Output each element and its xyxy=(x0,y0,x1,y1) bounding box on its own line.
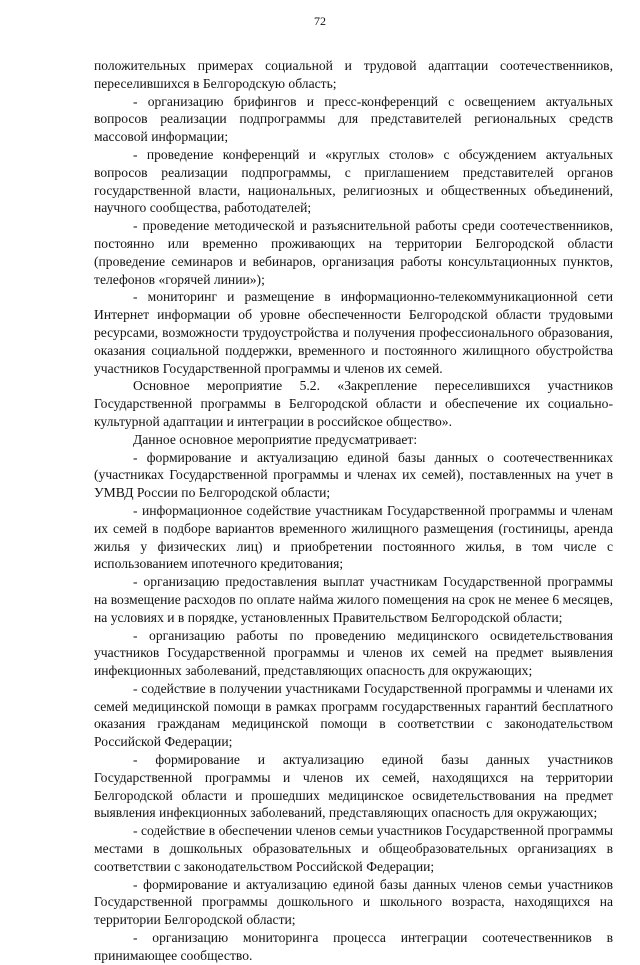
page-number: 72 xyxy=(314,14,326,28)
paragraph: - организацию мониторинга процесса интеграции соотечественников в принимающее сообщество. xyxy=(94,930,613,963)
paragraph: - информационное содействие участникам Государственной программы и членам их семей в подборе вариантов временного жилищного размещения (гостиницы, аренда жилья у физических лиц) и приобретении постоянного жилья, в том числе с использованием ипотечного кредитования; xyxy=(94,502,613,572)
paragraph: - содействие в обеспечении членов семьи участников Государственной программы местами в дошкольных образовательных и общеобразовательных организациях в соответствии с законодательством Российской Федерации; xyxy=(94,823,613,874)
paragraph: - формирование и актуализацию единой базы данных членов семьи участников Государственной программы дошкольного и школьного возраста, находящихся на территории Белгородской области; xyxy=(94,876,613,928)
paragraph: - формирование и актуализацию единой базы данных участников Государственной программы и членов их семей, находящихся на территории Белгородской области и прошедших медицинское освидетельствования на предмет выявления инфекционных заболеваний, представляющих опасность для окружающих; xyxy=(94,752,613,821)
paragraph: - проведение конференций и «круглых столов» с обсуждением актуальных вопросов реализации подпрограммы, с приглашением представителей органов государственной власти, национальных, религиозных и общественных объединений, научного сообщества, работодателей; xyxy=(94,146,613,216)
paragraph: Данное основное мероприятие предусматривает: xyxy=(133,431,418,447)
paragraph: - организацию брифингов и пресс-конференций с освещением актуальных вопросов реализации подпрограммы для представителей региональных средств массовой информации; xyxy=(94,93,613,145)
section-heading-paragraph: Основное мероприятие 5.2. «Закрепление переселившихся участников Государственной программы в Белгородской области и обеспечение их социально-культурной адаптации и интеграции в российское общество». xyxy=(94,378,613,429)
paragraph: - проведение методической и разъяснительной работы среди соотечественников, постоянно или временно проживающих на территории Белгородской области (проведение семинаров и вебинаров, организация работы консультационных пунктов, телефонов «горячей линии»); xyxy=(94,218,613,287)
paragraph: положительных примерах социальной и трудовой адаптации соотечественников, переселившихся в Белгородскую область; xyxy=(94,58,613,91)
paragraph: - мониторинг и размещение в информационно-телекоммуникационной сети Интернет информации об уровне обеспеченности Белгородской области трудовыми ресурсами, возможности трудоустройства и получения профессионального образования, оказания социальной поддержки, временного и постоянного жилищного обустройства участников Государственной программы и членов их семей. xyxy=(94,289,613,376)
paragraph: - организацию предоставления выплат участникам Государственной программы на возмещение расходов по оплате найма жилого помещения на срок не менее 6 месяцев, на условиях и в порядке, установленных Правительством Белгородской области; xyxy=(94,574,613,625)
document-body xyxy=(94,57,613,965)
paragraph: - формирование и актуализацию единой базы данных о соотечественниках (участниках Государственной программы и членах их семей), поставленных на учет в УМВД России по Белгородской области; xyxy=(94,449,613,501)
paragraph: - содействие в получении участниками Государственной программы и членами их семей медицинской помощи в рамках программ государственных гарантий бесплатного оказания гражданам медицинской помощи в соответствии с законодательством Российской Федерации; xyxy=(94,680,613,750)
paragraph: - организацию работы по проведению медицинского освидетельствования участников Государственной программы и членов их семей на предмет выявления инфекционных заболеваний, представляющих опасность для окружающих; xyxy=(94,627,613,679)
